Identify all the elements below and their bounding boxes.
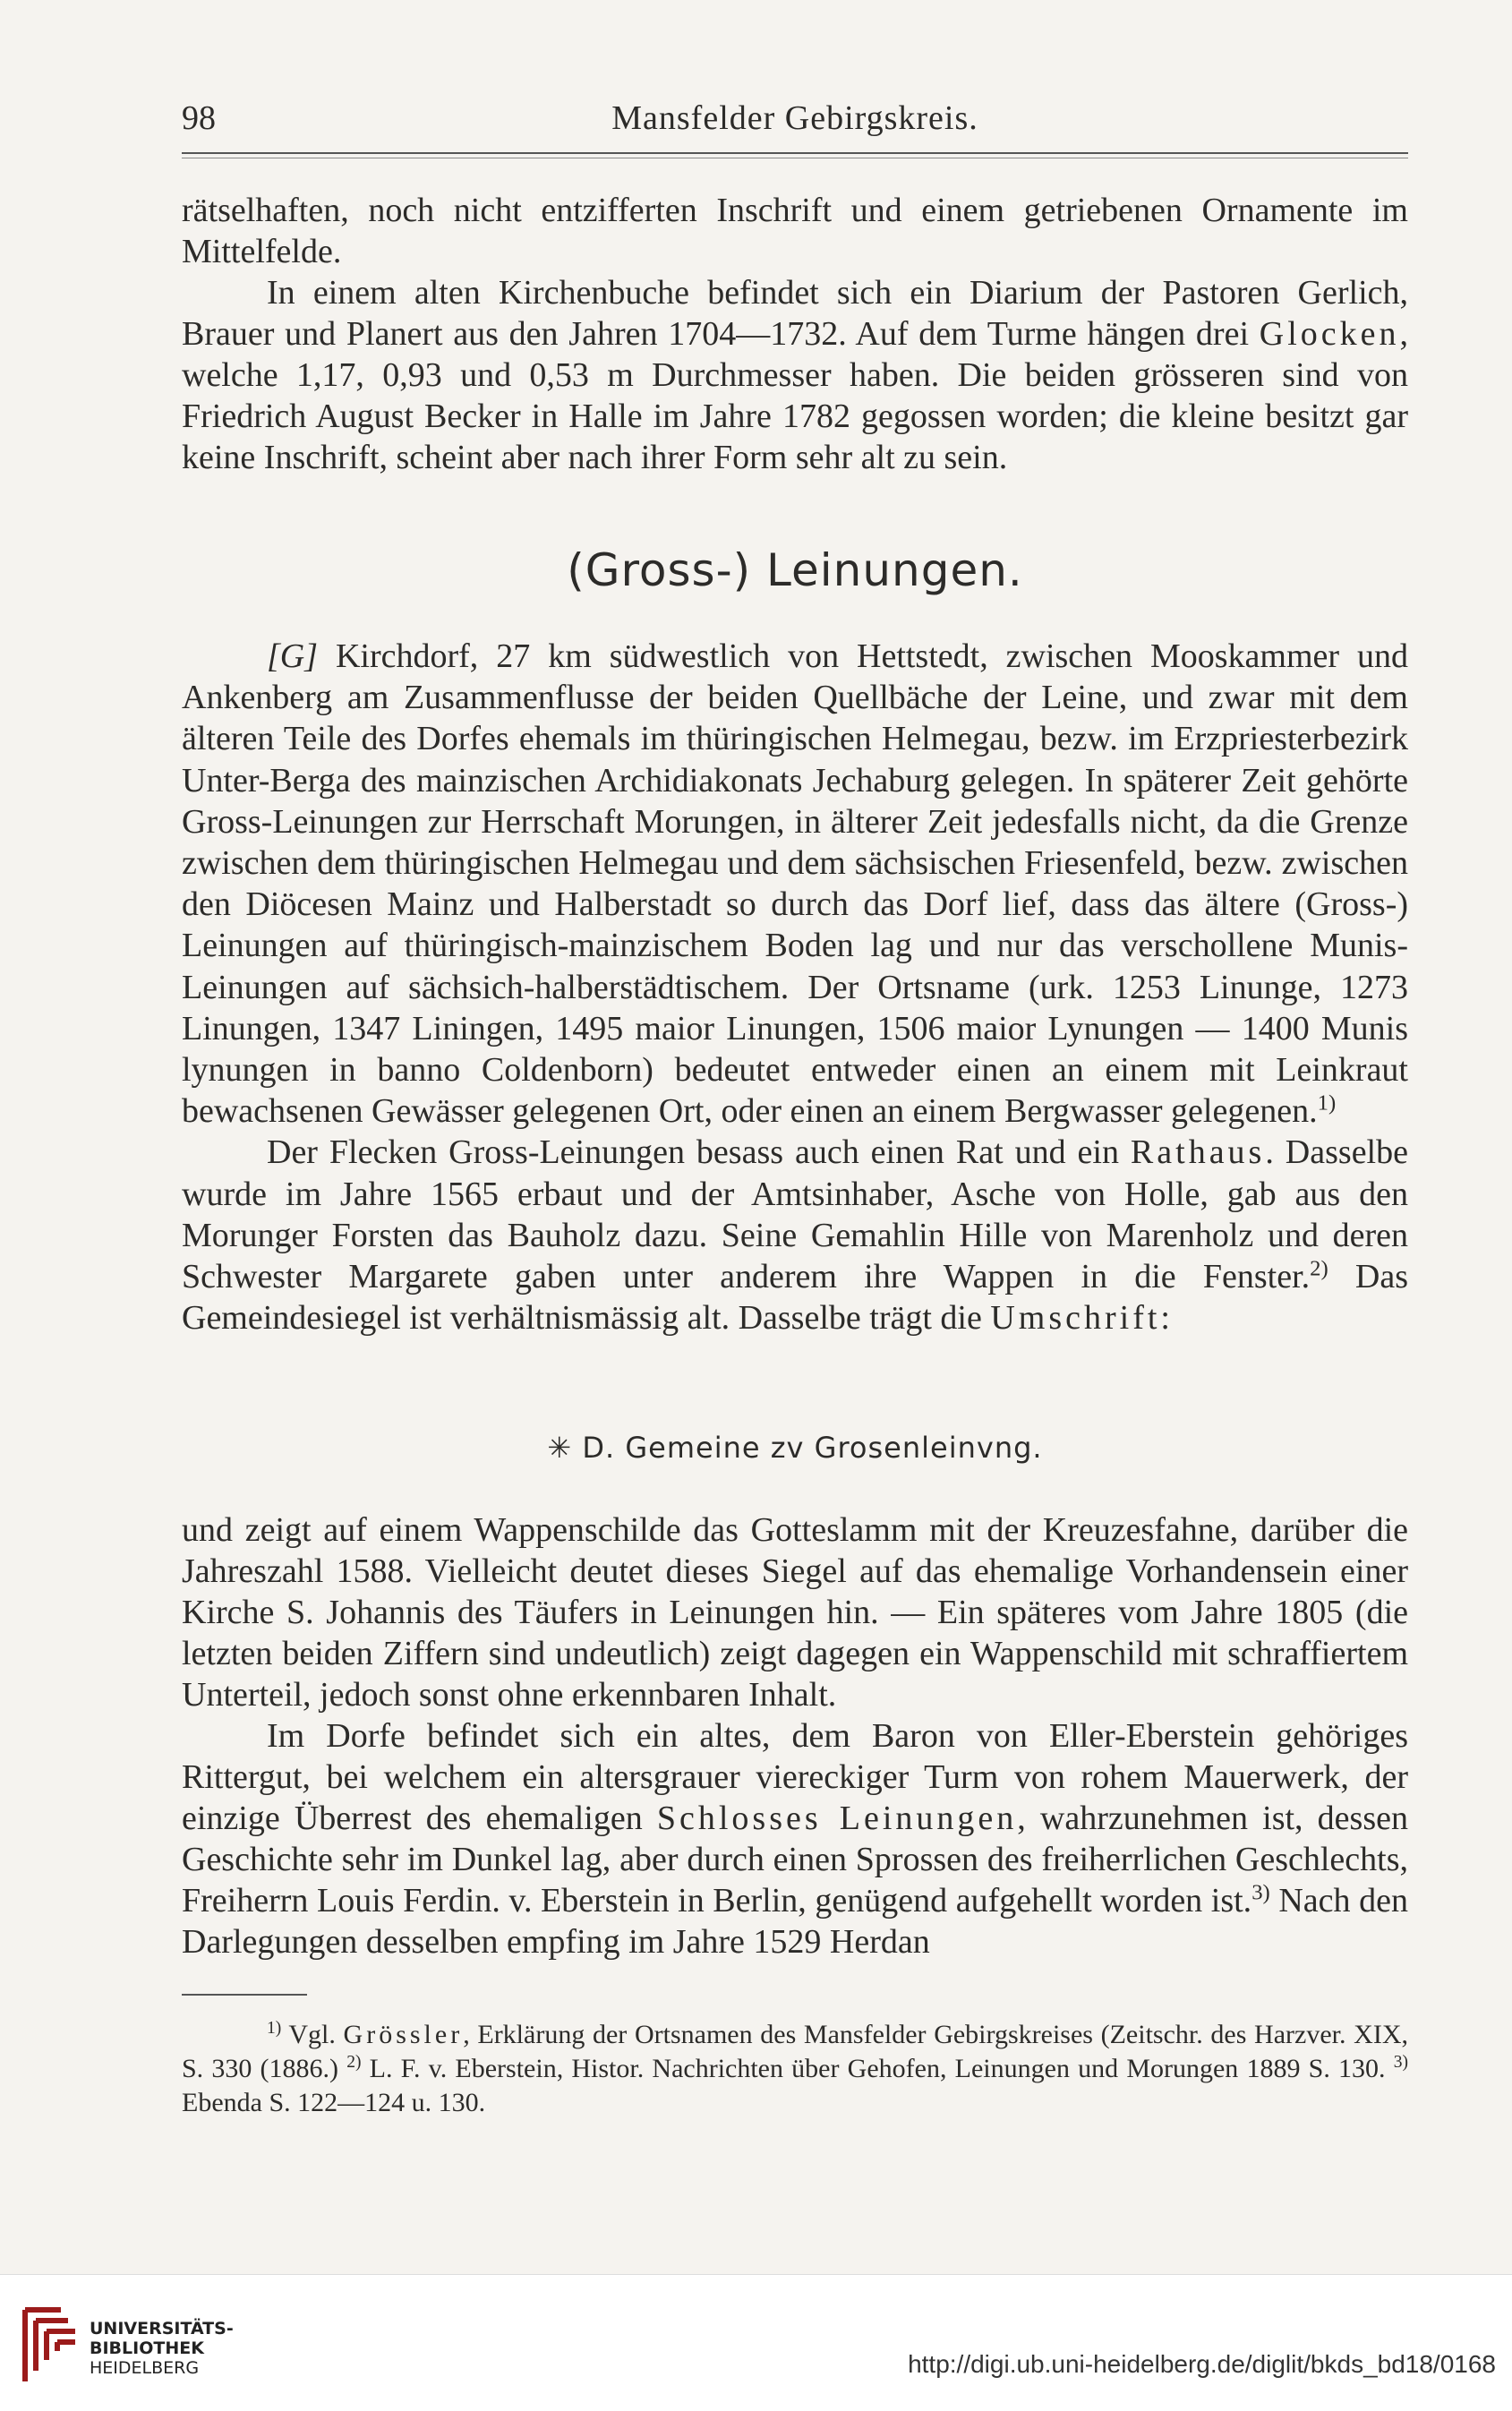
footnote-2-mark: 2) <box>346 2053 362 2072</box>
library-name <box>90 2319 234 2378</box>
main-p2-a: Der Flecken Gross-Leinungen besass auch einen Rat und ein <box>267 1133 1131 1172</box>
footnote-ref-2: 2) <box>1310 1256 1328 1281</box>
footnote-1-a: Vgl. <box>281 2020 344 2049</box>
footnote-ref-1: 1) <box>1317 1090 1337 1116</box>
main-p1-text: Kirchdorf, 27 km südwestlich von Hettstedt, zwischen Mooskammer und Ankenberg am Zusammenflusse der beiden Quellbäche der Leine, und zwar mit dem älteren Teile des Dorfes ehemals im thüringischen Helmegau, bezw. im Erzpriesterbezirk Unter-Berga des mainzischen Archidiakonats Jechaburg gelegen. In späterer Zeit gehörte Gross-Leinungen zur Herrschaft Morungen, in älterer Zeit jedesfalls nicht, da die Grenze zwischen dem thüringischen Helmegau und dem sächsischen Friesenfeld, bezw. zwischen den Diöcesen Mainz und Halberstadt so durch das Dorf lief, dass das ältere (Gross-) Leinungen auf thüringisch-mainzischem Boden lag und nur das verschollene Munis-Leinungen auf sächsich-halberstädtischem. Der Ortsname (urk. 1253 Linunge, 1273 Linungen, 1347 Liningen, 1495 maior Linungen, 1506 maior Lynungen — 1400 Munis lynungen in banno Coldenborn) bedeutet entweder einen an einem mit Leinkraut bewachsenen Gewässer gelegenen Ort, oder einen an einem Bergwasser gelegenen. <box>182 637 1408 1131</box>
library-logo-icon <box>16 2301 79 2390</box>
continuation-paragraph-1: und zeigt auf einem Wappenschilde das Gotteslamm mit der Kreuzesfahne, darüber die Jahreszahl 1588. Vielleicht deutet dieses Siegel auf das ehemalige Vorhandensein einer Kirche S. Johannis des Täufers in Leinungen hin. — Ein späteres vom Jahre 1805 (die letzten beiden Ziffern sind undeutlich) zeigt dagegen ein Wappenschild mit schraffiertem Unterteil, jedoch sonst ohne erkennbaren Inhalt. <box>182 1511 1408 1714</box>
cont-p4-c: Nach den Darlegungen desselben empfing im Jahre 1529 Herdan <box>182 1882 1408 1961</box>
footnote-1-author: Grössler <box>343 2020 464 2049</box>
cont-p4-a: Im Dorfe befindet sich ein altes, dem Baron von Eller-Eberstein gehöriges Rittergut, bei welchem ein altersgrauer viereckiger Turm von rohem Mauerwerk, der einzige Überrest des ehemaligen <box>182 1717 1408 1837</box>
page-number: 98 <box>182 99 216 137</box>
main-p2-b: . Dasselbe wurde im Jahre 1565 erbaut und der Amtsinhaber, Asche von Holle, gab aus den Morunger Forsten das Bauholz dazu. Seine Gemahlin Hille von Marenholz und deren Schwester Margarete gaben unter anderem ihre Wappen in die Fenster. <box>182 1133 1408 1296</box>
footnote-ref-3: 3) <box>1251 1880 1270 1905</box>
footnote-2-text: L. F. v. Eberstein, Histor. Nachrichten über Gehofen, Leinungen und Morungen 1889 S. 130. <box>361 2054 1394 2083</box>
footnote-3-mark: 3) <box>1393 2053 1408 2072</box>
footnote-1-b: , Erklärung der Ortsnamen des Mansfelder Gebirgskreises (Zeitschr. des Harzver. XIX, S. 330 (1886.) <box>182 2020 1408 2083</box>
cont-p4-b: , wahrzunehmen ist, dessen Geschichte sehr im Dunkel lag, aber durch einen Sprossen des freiherrlichen Geschlechts, Freiherrn Louis Ferdin. v. Eberstein in Berlin, genügend aufgehellt worden ist. <box>182 1800 1408 1919</box>
running-title: Mansfelder Gebirgskreis. <box>611 99 978 137</box>
seal-inscription: ✳ D. Gemeine zv Grosenleinvng. <box>547 1431 1043 1465</box>
footnote-3-text: Ebenda S. 122—124 u. 130. <box>182 2088 486 2117</box>
footnote-paragraph <box>182 2018 1408 2120</box>
main-p2-d: : <box>1160 1299 1170 1338</box>
intro-text-b: , welche 1,17, 0,93 und 0,53 m Durchmesser haben. Die beiden grösseren sind von Friedrich August Becker in Halle im Jahre 1782 gegossen worden; die kleine besitzt gar keine Inschrift, scheint aber nach ihrer Form sehr alt zu sein. <box>182 315 1408 476</box>
intro-text-a: In einem alten Kirchenbuche befindet sich ein Diarium der Pastoren Gerlich, Brauer und Planert aus den Jahren 1704—1732. Auf dem Turme hängen drei <box>182 274 1408 353</box>
section-title: (Gross-) Leinungen. <box>567 544 1023 596</box>
intro-paragraph-1: rätselhaften, noch nicht entzifferten Inschrift und einem getriebenen Ornamente im Mittelfelde. <box>182 192 1408 270</box>
permalink-url[interactable]: http://digi.ub.uni-heidelberg.de/diglit/bkds_bd18/0168 <box>908 2350 1496 2378</box>
intro-glocken: Glocken <box>1259 315 1400 353</box>
library-name-line-1: UNIVERSITÄTS- <box>90 2319 234 2338</box>
main-paragraph-2 <box>182 1132 1408 1338</box>
footnote-1-mark: 1) <box>267 2019 282 2038</box>
main-paragraph-1 <box>182 636 1408 1132</box>
continuation-text <box>182 1509 1408 1962</box>
cont-p4-schloss: Schlosses Leinungen <box>656 1800 1018 1837</box>
footnotes <box>182 2018 1408 2120</box>
continuation-paragraph-2 <box>182 1715 1408 1962</box>
main-p2-c: Das Gemeindesiegel ist verhältnismässig alt. Dasselbe trägt die <box>182 1258 1408 1338</box>
main-p2-umschrift: Umschrift <box>990 1299 1161 1338</box>
page-header <box>182 98 1408 152</box>
source-mark: [G] <box>267 637 319 675</box>
main-text <box>182 636 1408 1338</box>
intro-paragraph-2 <box>182 272 1408 478</box>
library-name-line-2: BIBLIOTHEK <box>90 2338 204 2358</box>
main-p2-rathaus: Rathaus <box>1130 1133 1266 1172</box>
library-name-line-3: HEIDELBERG <box>90 2358 200 2378</box>
footnote-rule <box>182 1994 307 1996</box>
header-rule <box>182 152 1408 154</box>
intro-text <box>182 190 1408 478</box>
